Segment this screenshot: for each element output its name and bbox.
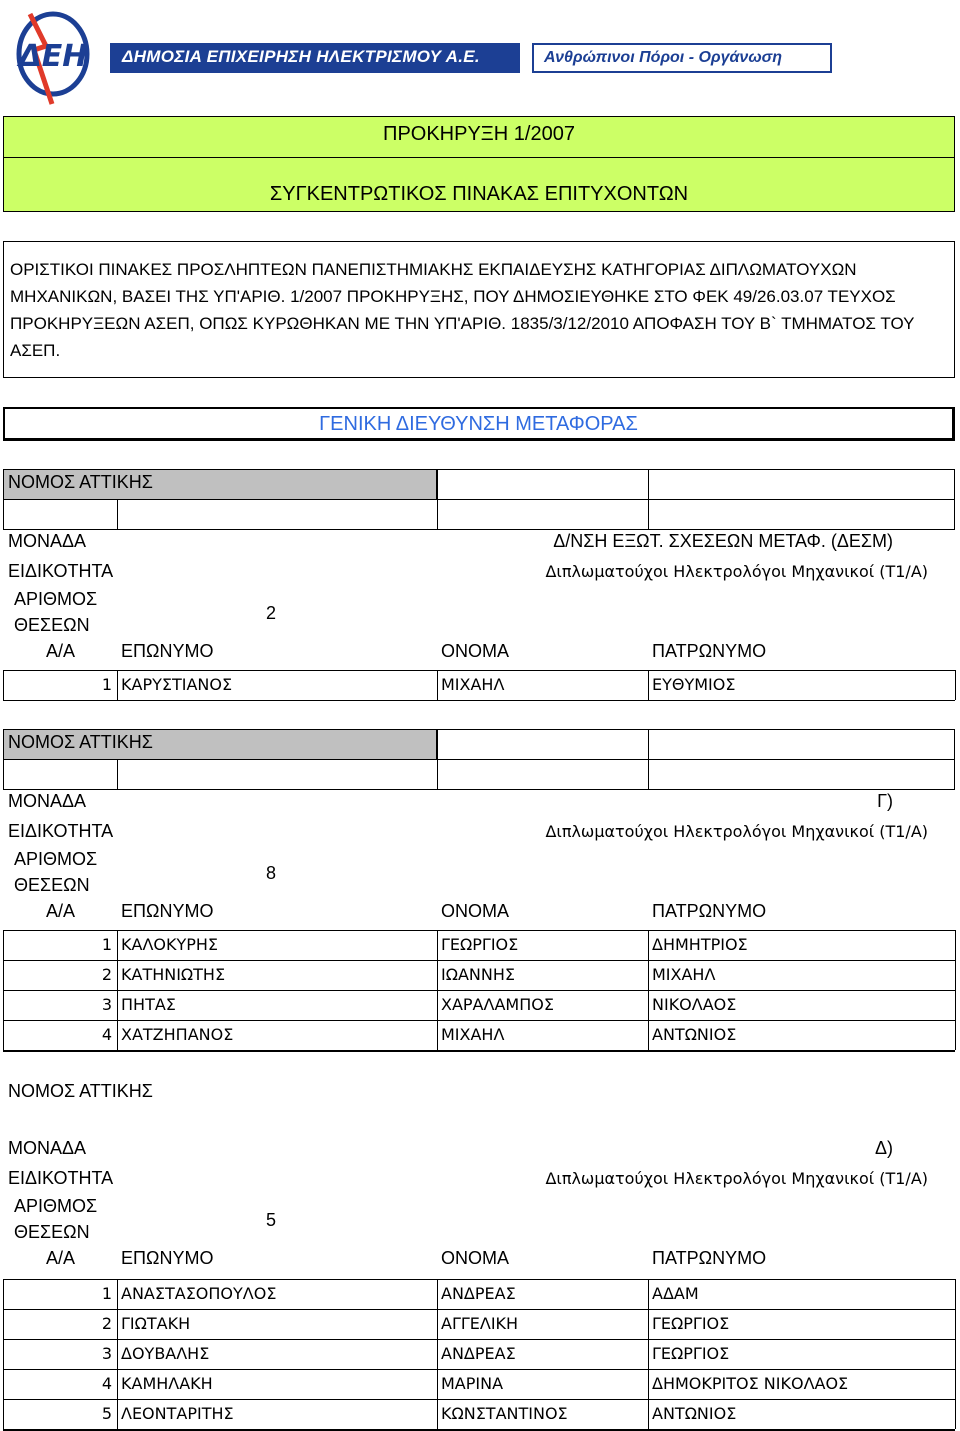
- row-fathername: ΑΔΑΜ: [652, 1284, 699, 1303]
- row-fathername: ΕΥΘΥΜΙΟΣ: [652, 675, 736, 694]
- row-divider: [3, 990, 955, 991]
- column-patronymo: ΠΑΤΡΩΝΥΜΟ: [652, 1248, 767, 1268]
- row-surname: ΚΑΜΗΛΑΚΗ: [121, 1374, 213, 1393]
- row-surname: ΚΑΡΥΣΤΙΑΝΟΣ: [121, 675, 233, 694]
- company-banner: [110, 43, 520, 73]
- column-eponymo: ΕΠΩΝΥΜΟ: [121, 1248, 214, 1268]
- specialty-name: Διπλωματούχοι Ηλεκτρολόγοι Μηχανικοί (Τ1/Α): [545, 562, 928, 581]
- eidikotita-label: ΕΙΔΙΚΟΤΗΤΑ: [8, 561, 114, 581]
- unit-name: Δ/ΝΣΗ ΕΞΩΤ. ΣΧΕΣΕΩΝ ΜΕΤΑΦ. (ΔΕΣΜ): [553, 531, 893, 551]
- logo-letters: ΔΕΗ: [18, 39, 88, 74]
- row-divider: [3, 960, 955, 961]
- description-box: [3, 241, 955, 378]
- row-surname: ΚΑΛΟΚΥΡΗΣ: [121, 935, 219, 954]
- column-patronymo: ΠΑΤΡΩΝΥΜΟ: [652, 641, 767, 661]
- column-divider: [117, 1279, 118, 1429]
- monada-label: ΜΟΝΑΔΑ: [8, 1138, 87, 1158]
- theseon-label: ΘΕΣΕΩΝ: [14, 1222, 90, 1242]
- row-divider: [3, 1309, 955, 1310]
- nomos-label: ΝΟΜΟΣ ΑΤΤΙΚΗΣ: [8, 472, 153, 492]
- row-number: 3: [101, 995, 112, 1014]
- arithmos-label: ΑΡΙΘΜΟΣ: [14, 1196, 98, 1216]
- column-divider: [437, 1279, 438, 1429]
- row-fathername: ΜΙΧΑΗΛ: [652, 965, 716, 984]
- empty-cell: [437, 469, 649, 500]
- row-firstname: ΑΝΔΡΕΑΣ: [441, 1284, 516, 1303]
- table-bottom: [3, 1051, 955, 1052]
- eidikotita-label: ΕΙΔΙΚΟΤΗΤΑ: [8, 1168, 114, 1188]
- dei-logo: [12, 6, 94, 110]
- column-divider: [437, 670, 438, 700]
- empty-cell: [117, 499, 438, 530]
- row-firstname: ΚΩΝΣΤΑΝΤΙΝΟΣ: [441, 1404, 568, 1423]
- row-fathername: ΓΕΩΡΓΙΟΣ: [652, 1344, 730, 1363]
- row-fathername: ΔΗΜΗΤΡΙΟΣ: [652, 935, 748, 954]
- empty-cell: [648, 469, 955, 500]
- empty-cell: [3, 499, 118, 530]
- company-name: ΔΗΜΟΣΙΑ ΕΠΙΧΕΙΡΗΣΗ ΗΛΕΚΤΡΙΣΜΟΥ Α.Ε.: [122, 47, 480, 66]
- row-firstname: ΓΕΩΡΓΙΟΣ: [441, 935, 519, 954]
- row-firstname: ΜΙΧΑΗΛ: [441, 675, 505, 694]
- empty-cell: [437, 759, 649, 790]
- column-divider: [3, 670, 4, 700]
- table-title: ΣΥΓΚΕΝΤΡΩΤΙΚΟΣ ΠΙΝΑΚΑΣ ΕΠΙΤΥΧΟΝΤΩΝ: [269, 183, 689, 205]
- row-firstname: ΑΓΓΕΛΙΚΗ: [441, 1314, 519, 1333]
- row-number: 4: [101, 1374, 112, 1393]
- row-number: 1: [101, 935, 112, 954]
- empty-cell: [437, 729, 649, 760]
- column-divider: [117, 930, 118, 1050]
- row-firstname: ΙΩΑΝΝΗΣ: [441, 965, 515, 984]
- row-divider: [3, 1369, 955, 1370]
- row-divider: [3, 930, 955, 931]
- column-onoma: ΟΝΟΜΑ: [441, 901, 510, 921]
- row-firstname: ΧΑΡΑΛΑΜΠΟΣ: [441, 995, 554, 1014]
- row-divider: [3, 700, 955, 701]
- empty-cell: [648, 759, 955, 790]
- column-divider: [955, 930, 956, 1050]
- announcement-title: ΠΡΟΚΗΡΥΞΗ 1/2007: [383, 123, 575, 145]
- row-surname: ΑΝΑΣΤΑΣΟΠΟΥΛΟΣ: [121, 1284, 277, 1303]
- row-surname: ΛΕΟΝΤΑΡΙΤΗΣ: [121, 1404, 234, 1423]
- division-name: Ανθρώπινοι Πόροι - Οργάνωση: [544, 49, 783, 66]
- column-divider: [955, 670, 956, 700]
- column-divider: [437, 930, 438, 1050]
- column-divider: [117, 670, 118, 700]
- row-divider: [3, 1279, 955, 1280]
- specialty-name: Διπλωματούχοι Ηλεκτρολόγοι Μηχανικοί (Τ1/Α): [545, 822, 928, 841]
- arithmos-label: ΑΡΙΘΜΟΣ: [14, 589, 98, 609]
- column-divider: [3, 930, 4, 1050]
- eidikotita-label: ΕΙΔΙΚΟΤΗΤΑ: [8, 821, 114, 841]
- column-patronymo: ΠΑΤΡΩΝΥΜΟ: [652, 901, 767, 921]
- theseon-label: ΘΕΣΕΩΝ: [14, 615, 90, 635]
- row-fathername: ΝΙΚΟΛΑΟΣ: [652, 995, 737, 1014]
- column-divider: [648, 1279, 649, 1429]
- row-surname: ΔΟΥΒΑΛΗΣ: [121, 1344, 210, 1363]
- nomos-label: ΝΟΜΟΣ ΑΤΤΙΚΗΣ: [8, 1081, 153, 1101]
- empty-cell: [437, 499, 649, 530]
- row-number: 1: [101, 1284, 112, 1303]
- row-divider: [3, 1399, 955, 1400]
- column-aa: Α/Α: [46, 641, 76, 661]
- division-banner: [532, 43, 832, 73]
- row-number: 1: [101, 675, 112, 694]
- row-surname: ΚΑΤΗΝΙΩΤΗΣ: [121, 965, 226, 984]
- row-surname: ΧΑΤΖΗΠΑΝΟΣ: [121, 1025, 234, 1044]
- nomos-label: ΝΟΜΟΣ ΑΤΤΙΚΗΣ: [8, 732, 153, 752]
- row-surname: ΓΙΩΤΑΚΗ: [121, 1314, 191, 1333]
- row-divider: [3, 1020, 955, 1021]
- row-fathername: ΔΗΜΟΚΡΙΤΟΣ ΝΙΚΟΛΑΟΣ: [652, 1374, 849, 1393]
- row-firstname: ΑΝΔΡΕΑΣ: [441, 1344, 516, 1363]
- specialty-name: Διπλωματούχοι Ηλεκτρολόγοι Μηχανικοί (Τ1/Α): [545, 1169, 928, 1188]
- arithmos-label: ΑΡΙΘΜΟΣ: [14, 849, 98, 869]
- column-onoma: ΟΝΟΜΑ: [441, 1248, 510, 1268]
- row-number: 3: [101, 1344, 112, 1363]
- empty-cell: [648, 499, 955, 530]
- row-firstname: ΜΙΧΑΗΛ: [441, 1025, 505, 1044]
- row-number: 4: [101, 1025, 112, 1044]
- directorate-heading: ΓΕΝΙΚΗ ΔΙΕΥΘΥΝΣΗ ΜΕΤΑΦΟΡΑΣ: [3, 407, 955, 441]
- monada-label: ΜΟΝΑΔΑ: [8, 791, 87, 811]
- theseon-label: ΘΕΣΕΩΝ: [14, 875, 90, 895]
- unit-name: Γ): [877, 791, 893, 811]
- empty-cell: [3, 759, 118, 790]
- column-divider: [955, 1279, 956, 1429]
- empty-cell: [117, 759, 438, 790]
- column-aa: Α/Α: [46, 901, 76, 921]
- row-divider: [3, 670, 955, 671]
- row-number: 5: [101, 1404, 112, 1423]
- description-text: ΟΡΙΣΤΙΚΟΙ ΠΙΝΑΚΕΣ ΠΡΟΣΛΗΠΤΕΩΝ ΠΑΝΕΠΙΣΤΗΜΙΑΚΗΣ ΕΚΠΑΙΔΕΥΣΗΣ ΚΑΤΗΓΟΡΙΑΣ ΔΙΠΛΩΜΑΤΟΥΧΩΝ ΜΗΧΑΝΙΚΩΝ, ΒΑΣΕΙ ΤΗΣ ΥΠ'ΑΡΙΘ. 1/2007 ΠΡΟΚΗΡΥΞΗΣ, ΠΟΥ ΔΗΜΟΣΙΕΥΘΗΚΕ ΣΤΟ ΦΕΚ 49/26.03.07 ΤΕΥΧΟΣ ΠΡΟΚΗΡΥΞΕΩΝ ΑΣΕΠ, ΟΠΩΣ ΚΥΡΩΘΗΚΑΝ ΜΕ ΤΗΝ ΥΠ'ΑΡΙΘ. 1835/3/12/2010 ΑΠΟΦΑΣΗ ΤΟΥ Β` ΤΜΗΜΑΤΟΣ ΤΟΥ ΑΣΕΠ.: [10, 260, 915, 360]
- row-divider: [3, 1339, 955, 1340]
- column-divider: [3, 1279, 4, 1429]
- column-divider: [648, 670, 649, 700]
- column-divider: [648, 930, 649, 1050]
- positions-count: 5: [266, 1210, 277, 1230]
- column-aa: Α/Α: [46, 1248, 76, 1268]
- row-number: 2: [101, 1314, 112, 1333]
- row-fathername: ΑΝΤΩΝΙΟΣ: [652, 1025, 737, 1044]
- monada-label: ΜΟΝΑΔΑ: [8, 531, 87, 551]
- column-onoma: ΟΝΟΜΑ: [441, 641, 510, 661]
- row-fathername: ΓΕΩΡΓΙΟΣ: [652, 1314, 730, 1333]
- row-surname: ΠΗΤΑΣ: [121, 995, 176, 1014]
- row-firstname: ΜΑΡΙΝΑ: [441, 1374, 504, 1393]
- positions-count: 8: [266, 863, 277, 883]
- column-eponymo: ΕΠΩΝΥΜΟ: [121, 641, 214, 661]
- title-box: [3, 116, 955, 212]
- row-number: 2: [101, 965, 112, 984]
- column-eponymo: ΕΠΩΝΥΜΟ: [121, 901, 214, 921]
- positions-count: 2: [266, 603, 277, 623]
- row-fathername: ΑΝΤΩΝΙΟΣ: [652, 1404, 737, 1423]
- empty-cell: [648, 729, 955, 760]
- unit-name: Δ): [874, 1138, 893, 1158]
